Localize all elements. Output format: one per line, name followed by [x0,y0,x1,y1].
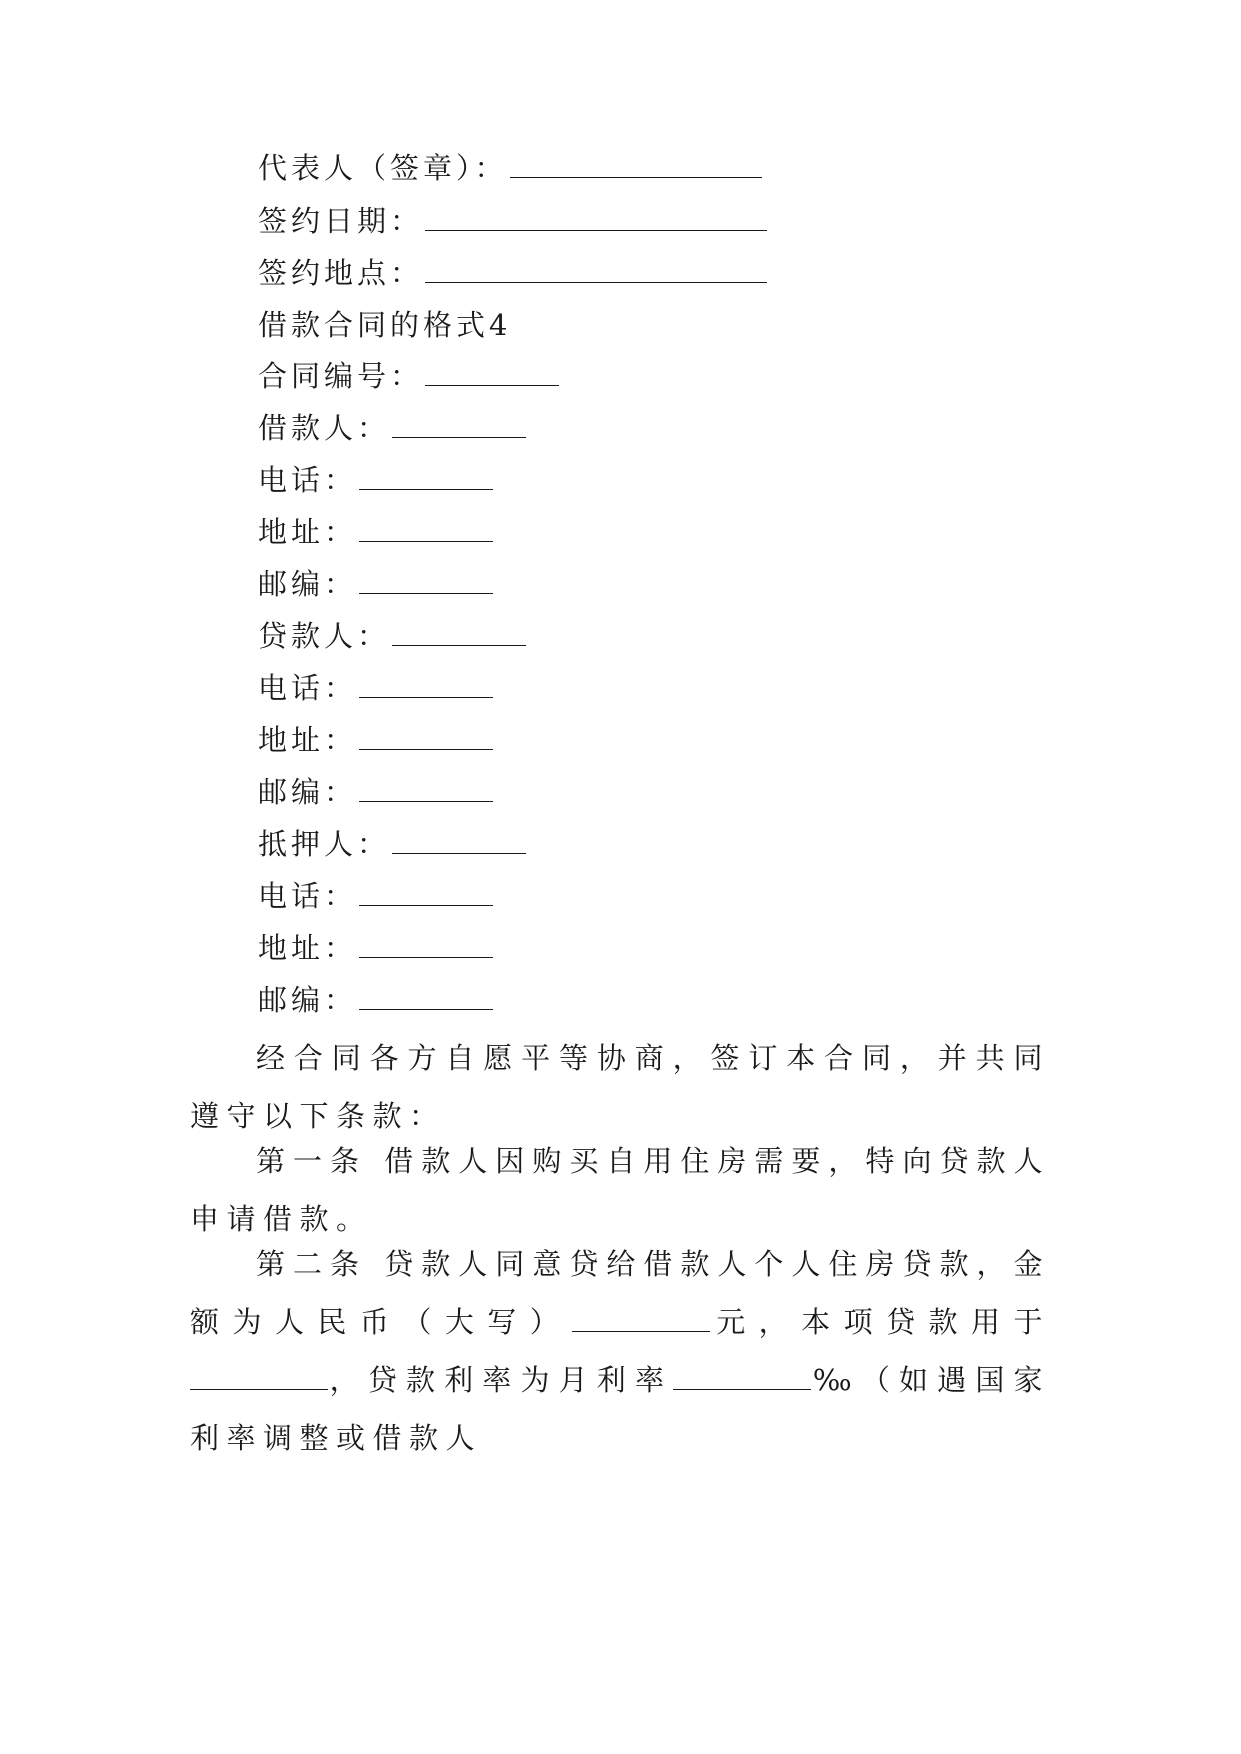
mortgagor-address-label: 地址： [258,931,358,965]
lender-postcode-label: 邮编： [258,775,358,809]
mortgagor-line [258,826,526,862]
mortgagor-blank [392,831,526,854]
mortgagor-postcode-label: 邮编： [258,983,358,1017]
representative-label: 代表人（签章）： [258,151,508,185]
borrower-address-label: 地址： [258,515,358,549]
sign-place-blank [425,260,767,283]
lender-blank [392,623,526,646]
loan-purpose-blank [190,1367,328,1390]
contract-number-label: 合同编号： [258,359,424,393]
lender-postcode-line [258,774,493,810]
interest-rate-blank [673,1367,811,1390]
borrower-postcode-line [258,566,493,602]
borrower-phone-blank [359,467,493,490]
sign-place-label: 签约地点： [258,256,424,290]
mortgagor-phone-blank [359,883,493,906]
article-1-paragraph: 第一条 借款人因购买自用住房需要，特向贷款人申请借款。 [190,1144,1050,1236]
mortgagor-phone-label: 电话： [258,879,358,913]
contract-number-line [258,358,559,394]
article-2-text-3: ，贷款利率为月利率 [328,1363,674,1397]
borrower-phone-line [258,462,493,498]
mortgagor-phone-line [258,878,493,914]
borrower-blank [392,415,526,438]
lender-phone-blank [359,675,493,698]
lender-line [258,618,526,654]
mortgagor-postcode-line [258,982,493,1018]
article-2-text-4: ‰（如遇国家利率调整或借款人 [190,1363,1050,1455]
mortgagor-postcode-blank [359,987,493,1010]
lender-postcode-blank [359,779,493,802]
borrower-address-blank [359,519,493,542]
borrower-address-line [258,514,493,550]
article-2-text-1: 第二条 贷款人同意贷给借款人个人住房贷款，金额为人民币（大写） [190,1247,1050,1339]
sign-place-line [258,255,767,291]
mortgagor-label: 抵押人： [258,827,391,861]
sign-date-blank [425,208,767,231]
article-2-paragraph [190,1235,1050,1467]
mortgagor-address-line [258,930,493,966]
lender-label: 贷款人： [258,619,391,653]
borrower-label: 借款人： [258,411,391,445]
sign-date-line [258,203,767,239]
section-title: 借款合同的格式4 [258,308,512,342]
lender-address-line [258,722,493,758]
contract-number-blank [425,363,559,386]
borrower-phone-label: 电话： [258,463,358,497]
borrower-postcode-label: 邮编： [258,567,358,601]
intro-paragraph: 经合同各方自愿平等协商，签订本合同，并共同遵守以下条款： [190,1041,1050,1133]
borrower-postcode-blank [359,571,493,594]
loan-amount-blank [572,1309,710,1332]
representative-signature-line [258,150,762,186]
lender-phone-label: 电话： [258,671,358,705]
mortgagor-address-blank [359,935,493,958]
sign-date-label: 签约日期： [258,204,424,238]
representative-blank [510,155,762,178]
lender-phone-line [258,670,493,706]
article-2-text-2: 元，本项贷款用于 [710,1305,1050,1339]
lender-address-blank [359,727,493,750]
lender-address-label: 地址： [258,723,358,757]
borrower-line [258,410,526,446]
